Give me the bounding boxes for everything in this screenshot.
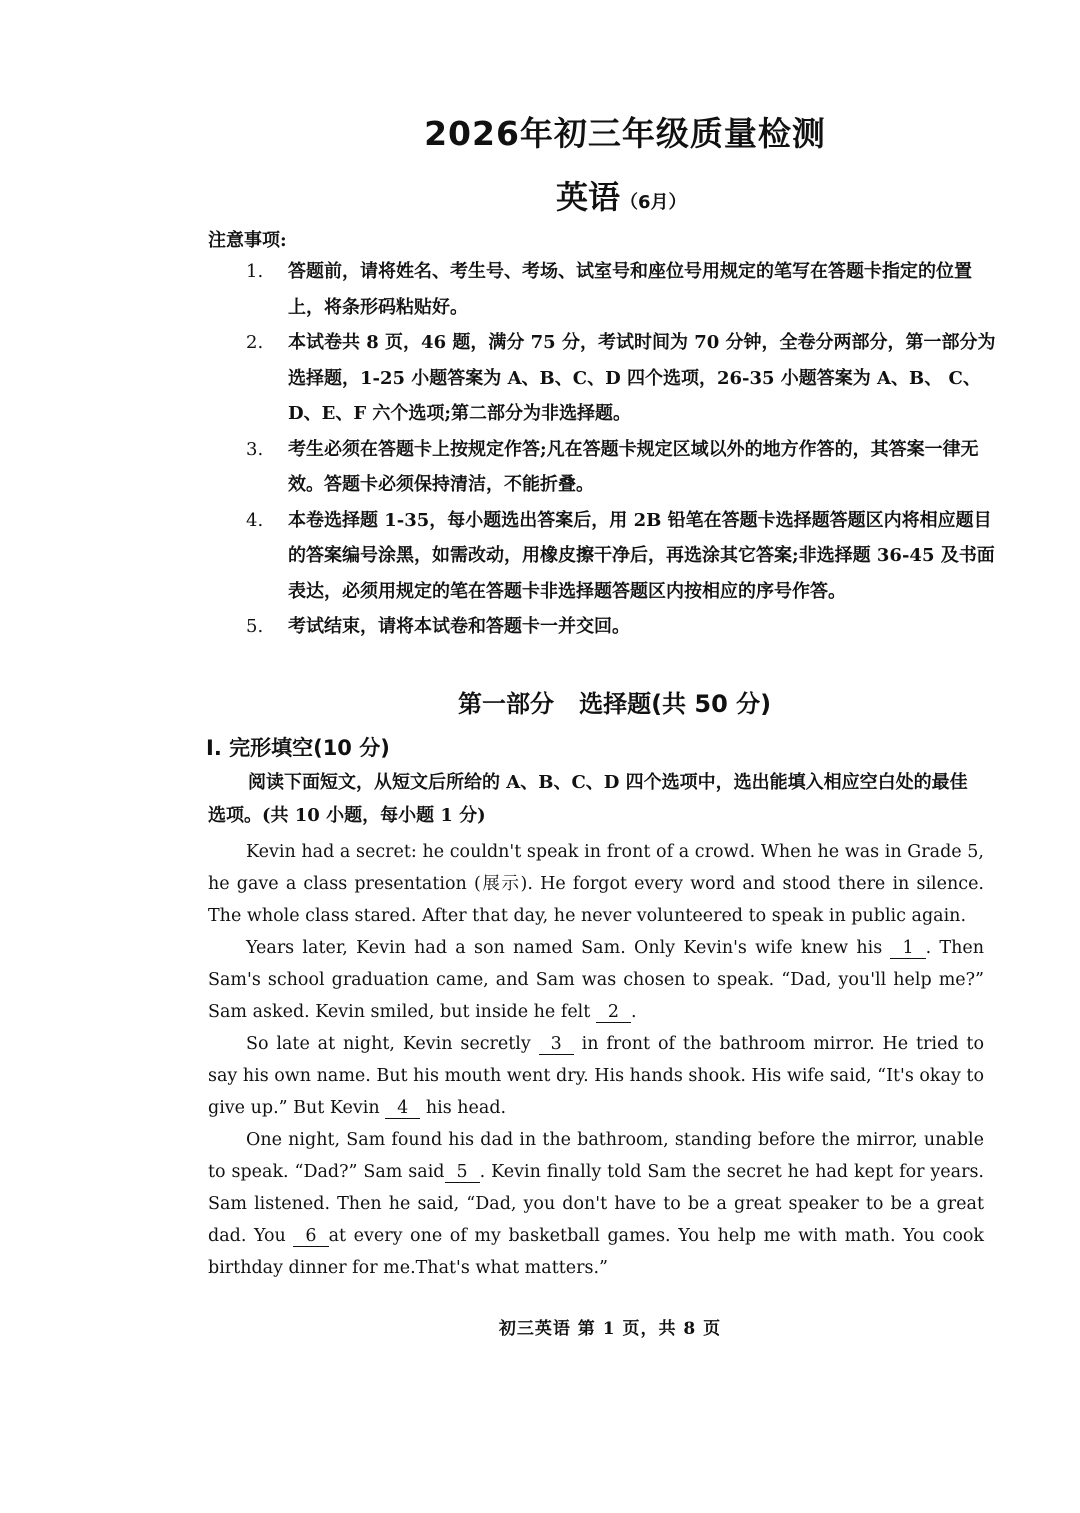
notice-item bbox=[240, 609, 1000, 645]
section-title-cloze: I. 完形填空(10 分) bbox=[206, 736, 390, 760]
blank-1: 1 bbox=[890, 938, 925, 959]
blank-5: 5 bbox=[445, 1162, 480, 1183]
subject-name: 英语 bbox=[556, 178, 621, 216]
subject-heading bbox=[556, 172, 687, 218]
page-footer: 初三英语 第 1 页，共 8 页 bbox=[498, 1319, 722, 1339]
notice-item bbox=[240, 503, 1000, 610]
notice-text: 考试结束，请将本试卷和答题卡一并交回。 bbox=[288, 616, 630, 637]
notice-number: 4. bbox=[246, 509, 264, 531]
passage-text: So late at night, Kevin secretly bbox=[246, 1034, 539, 1054]
passage-text: . bbox=[631, 1002, 637, 1022]
part-one-title: 第一部分 选择题(共 50 分) bbox=[458, 690, 772, 718]
passage-paragraph-1: Kevin had a secret: he couldn't speak in front of a crowd. When he was in Grade 5, he gave a class presentation (展示). He forgot every word and stood there in silence. The whole class stared. After that day, he never volunteered to speak in public again. bbox=[208, 842, 984, 926]
blank-2: 2 bbox=[596, 1002, 631, 1023]
cloze-passage bbox=[208, 836, 984, 1284]
passage-text: Years later, Kevin had a son named Sam. Only Kevin's wife knew his bbox=[246, 938, 891, 958]
passage-paragraph-2 bbox=[208, 932, 984, 1028]
passage-text: . Kevin finally told Sam the secret he had kept for years. Sam listened. Then he said, “Dad, you don't have to be a great speaker to be a great dad. You bbox=[208, 1162, 984, 1246]
passage-text: at every one of my basketball games. You help me with math. You cook birthday dinner for me.That's what matters.” bbox=[208, 1226, 984, 1278]
notice-number: 1. bbox=[246, 261, 264, 282]
passage-text: . Then Sam's school graduation came, and Sam was chosen to speak. “Dad, you'll help me?” Sam asked. Kevin smiled, but inside he felt bbox=[208, 938, 984, 1022]
blank-3: 3 bbox=[539, 1034, 574, 1055]
passage-paragraph-3 bbox=[208, 1028, 984, 1124]
notice-list bbox=[240, 254, 1000, 645]
section-instruction: 阅读下面短文，从短文后所给的 A、B、C、D 四个选项中，选出能填入相应空白处的最佳选项。(共 10 小题，每小题 1 分) bbox=[208, 772, 968, 826]
blank-6: 6 bbox=[293, 1226, 328, 1247]
notice-number: 2. bbox=[246, 332, 264, 353]
exam-month: （6月） bbox=[620, 192, 687, 213]
notice-number: 3. bbox=[246, 438, 264, 460]
notice-text: 考生必须在答题卡上按规定作答;凡在答题卡规定区域以外的地方作答的，其答案一律无效。答题卡必须保持清洁，不能折叠。 bbox=[288, 438, 979, 495]
exam-title: 2026年初三年级质量检测 bbox=[424, 114, 826, 153]
notice-label: 注意事项: bbox=[208, 230, 287, 251]
passage-text: One night, Sam found his dad in the bathroom, standing before the mirror, unable to speak. “Dad?” Sam said bbox=[208, 1130, 984, 1182]
notice-item bbox=[240, 432, 1000, 503]
notice-text: 答题前，请将姓名、考生号、考场、试室号和座位号用规定的笔写在答题卡指定的位置上，将条形码粘贴好。 bbox=[288, 261, 972, 318]
passage-paragraph-4 bbox=[208, 1124, 984, 1284]
passage-text: in front of the bathroom mirror. He tried to say his own name. But his mouth went dry. His hands shook. His wife said, “It's okay to give up.” But Kevin bbox=[208, 1034, 985, 1118]
notice-item bbox=[240, 254, 1000, 325]
passage-text: his head. bbox=[420, 1098, 507, 1118]
notice-text: 本卷选择题 1-35，每小题选出答案后，用 2B 铅笔在答题卡选择题答题区内将相应题目的答案编号涂黑，如需改动，用橡皮擦干净后，再选涂其它答案;非选择题 36-45 及书面表达，必须用规定的笔在答题卡非选择题答题区内按相应的序号作答。 bbox=[288, 509, 995, 602]
blank-4: 4 bbox=[385, 1098, 420, 1119]
notice-text: 本试卷共 8 页，46 题，满分 75 分，考试时间为 70 分钟，全卷分两部分，第一部分为选择题，1-25 小题答案为 A、B、C、D 四个选项，26-35 小题答案为 A、B、 C、D、E、F 六个选项;第二部分为非选择题。 bbox=[288, 332, 996, 424]
notice-item bbox=[240, 325, 1000, 432]
notice-number: 5. bbox=[246, 616, 264, 637]
